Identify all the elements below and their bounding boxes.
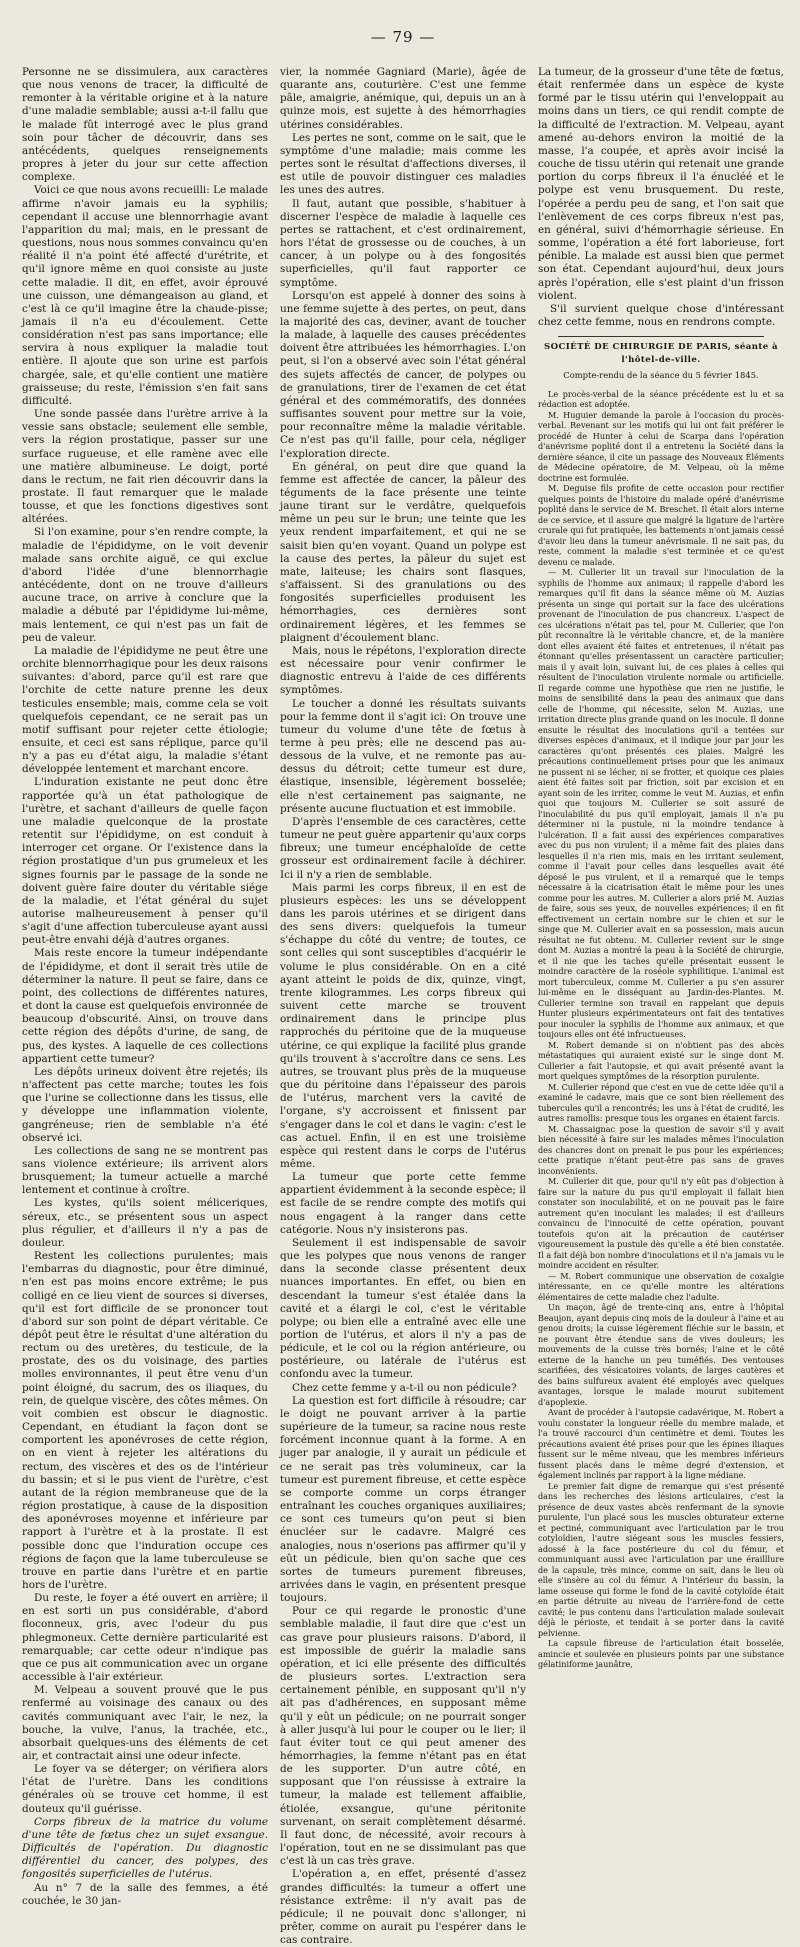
paragraph: M. Cullerier dit que, pour qu'il n'y eût pas d'objection à faire sur la nature du pus qu'il employait il fallait bien constater son inoculabilité, et on ne pouvait pas le faire autrement qu'en inoculant les malades; il est d'ailleurs convaincu de l'innocuité de cette opération, pouvant toutefois qu'on ait la précaution de cautériser vigoureusement la pustule dès qu'elle a été bien constatée. Il a fait déjà bon nombre d'inoculations et il n'a jamais vu le moindre accident en résulter. <box>538 1176 784 1271</box>
text-columns <box>22 66 784 1947</box>
paragraph: Le procès-verbal de la séance précédente est lu et sa rédaction est adoptée. <box>538 388 784 410</box>
column-middle <box>280 66 526 1947</box>
column-right <box>538 66 784 1947</box>
section-divider <box>558 336 764 337</box>
society-report <box>538 389 784 1670</box>
paragraph: Le toucher a donné les résultats suivants pour la femme dont il s'agit ici: On trouve une tumeur du volume d'une tête de fœtus à terme à peu près; elle ne descend pas au-dessous de la vulve, et ne remonte pas au-dessus du détroit; cette tumeur est dure, élastique, insensible, légèrement bosselée; elle n'est certainement pas saignante, ne présente aucune fluctuation et est immobile. <box>280 697 526 815</box>
paragraph: M. Cullerier répond que c'est en vue de cette idée qu'il a examiné le cadavre, mais que ce sont bien réellement des tubercules qu'il a rencontrés; les uns à l'état de crudité, les autres ramollis: presque tous les organes en étaient farcis. <box>538 1081 784 1124</box>
paragraph: Restent les collections purulentes; mais l'embarras du diagnostic, pour être diminué, n'en est pas moins encore extrême; le pus colligé en ce lieu vient de sources si diverses, qu'il est fort difficile de se prononcer tout d'abord sur son point de départ véritable. Ce dépôt peut être le résultat d'une altération du rectum ou des uretères, du testicule, de la prostate, des os du voisinage, des parties molles environnantes, il peut être venu d'un point éloigné, du sacrum, des os iliaques, du rein, de quelque viscère, des côtes mêmes. On voit combien est obscur le diagnostic. Cependant, en étudiant la façon dont se comportent les aponévroses de cette région, on en vient à rejeter les altérations du rectum, des viscères et des os de l'intérieur du bassin; et si le pus vient de l'urètre, c'est autant de la région membraneuse que de la région prostatique, à cause de la disposition des aponévroses moyenne et inférieure par rapport à l'urètre et à la prostate. Il est possible donc que l'induration occupe ces régions de façon que la lame tuberculeuse se trouve en partie dans l'urètre et en partie hors de l'urètre. <box>22 1250 268 1591</box>
paragraph: M. Deguise fils profite de cette occasion pour rectifier quelques points de l'histoire du malade opéré d'anévrisme poplité dans le service de M. Breschet. Il était alors interne de ce service, et il assure que malgré la ligature de l'artère crurale qui fut pratiquée, les battements n'ont jamais cessé d'avoir lieu dans la tumeur anévrismale. Il ne sait pas, du reste, comment la maladie s'est terminée et ce qu'est devenu ce malade. <box>538 483 784 567</box>
paragraph: La capsule fibreuse de l'articulation était bosselée, amincie et soulevée en plusieurs points par une substance gélatiniforme jaunâtre, <box>538 1638 784 1670</box>
paragraph: Avant de procéder à l'autopsie cadavérique, M. Robert a voulu constater la longueur réelle du membre malade, et l'a trouvé raccourci d'un centimètre et demi. Toutes les précautions avaient été prises pour que les épines iliaques fussent sur le même niveau, que les membres inférieurs fussent placés dans le même degré d'extension, et également inclinés par rapport à la ligne médiane. <box>538 1407 784 1481</box>
paragraph: D'après l'ensemble de ces caractères, cette tumeur ne peut guère appartenir qu'aux corps fibreux; une tumeur encéphaloïde de cette grosseur est ordinairement facile à déchirer. Ici il n'y a rien de semblable. <box>280 815 526 881</box>
paragraph: La tumeur que porte cette femme appartient évidemment à la seconde espèce; il est facile de se rendre compte des motifs qui nous engagent à la ranger dans cette catégorie. Nous n'y insisterons pas. <box>280 1171 526 1236</box>
paragraph: M. Chassaignac pose la question de savoir s'il y avait bien nécessité à faire sur les malades mêmes l'inoculation des chancres dont on prenait le pus pour les expériences; cette pratique n'étant peut-être pas sans de graves inconvénients. <box>538 1123 784 1176</box>
paragraph: Mais reste encore la tumeur indépendante de l'épididyme, et dont il serait très utile de déterminer la nature. Il peut se faire, dans ce point, des collections de différentes natures, et dont la cause est quelquefois environnée de beaucoup d'obscurité. Ainsi, on trouve dans cette région des dépôts d'urine, de sang, de pus, des kystes. A laquelle de ces collections appartient cette tumeur? <box>22 947 268 1065</box>
paragraph: S'il survient quelque chose d'intéressant chez cette femme, nous en rendrons compte. <box>538 302 784 328</box>
paragraph: L'induration existante ne peut donc être rapportée qu'à un état pathologique de l'urètre, et sachant d'ailleurs de quelle façon une maladie quelconque de la prostate retentit sur l'épididyme, on est conduit à interroger cet organe. Or l'existence dans la région prostatique d'un pus grumeleux et les signes fournis par le passage de la sonde ne doivent guère faire douter du véritable siége de la maladie, et l'état général du sujet autorise malheureusement à penser qu'il s'agit d'une affection tuberculeuse ayant aussi peut-être envahi déjà d'autres organes. <box>22 776 268 947</box>
column-right-intro <box>538 66 784 329</box>
section-title: SOCIÉTÉ DE CHIRURGIE DE PARIS, séante à l'hôtel-de-ville. <box>544 342 778 366</box>
paragraph: M. Huguier demande la parole à l'occasion du procès-verbal. Revenant sur les motifs qui lui ont fait préférer le procédé de Hunter à celui de Scarpa dans l'opération d'anévrisme poplité dont il a entretenu la Société dans la dernière séance, il cite un passage des Nouveaux Éléments de Médecine opératoire, de M. Velpeau, où la même doctrine est formulée. <box>538 409 784 483</box>
paragraph: La question est fort difficile à résoudre; car le doigt ne pouvant arriver à la partie supérieure de la tumeur, sa racine nous reste forcément inconnue quant à la forme. A en juger par analogie, il y aurait un pédicule et ce ne serait pas très volumineux, car la tumeur est purement fibreuse, et cette espèce se comporte comme un corps étranger entraînant les couches organiques auxiliaires; ce sont ces tumeurs qu'on peut si bien énucléer sur le cadavre. Malgré ces analogies, nous n'oserions pas affirmer qu'il y eût un pédicule, bien qu'on sache que ces sortes de tumeurs purement fibreuses, arrivées dans le vagin, en présentent presque toujours. <box>280 1394 526 1605</box>
page-number: — 79 — <box>370 28 436 46</box>
paragraph: Seulement il est indispensable de savoir que les polypes que nous venons de ranger dans la seconde classe présentent deux nuances importantes. En effet, ou bien en descendant la tumeur s'est étalée dans la cavité et a élargi le col, c'est le véritable polype; ou bien elle a entraîné avec elle une portion de l'utérus, et alors il n'y a pas de pédicule, et le col ou la région antérieure, ou postérieure, ou latérale de l'utérus est confondu avec la tumeur. <box>280 1236 526 1381</box>
paragraph: La maladie de l'épididyme ne peut être une orchite blennorrhagique pour les deux raisons suivantes: d'abord, parce qu'il est rare que l'orchite de cette nature prenne les deux testicules ensemble; mais, comme cela se voit quelquefois cependant, ce ne serait pas un motif suffisant pour rejeter cette étiologie; ensuite, et ceci est sans réplique, parce qu'il n'y a pas eu d'état aigu, la maladie s'étant développée lentement et marchant encore. <box>22 644 268 776</box>
paragraph: Le premier fait digne de remarque qui s'est présenté dans les recherches des lésions articulaires, c'est la présence de deux vastes abcès renfermant de la synovie purulente, l'un placé sous les muscles obturateur externe et pectiné, communiquant avec l'articulation par le trou cotyloïdien, l'autre siégeant sous les muscles fessiers, adossé à la face postérieure du col du fémur, et communiquant aussi avec l'articulation par une érailllure de la capsule, très mince, comme on sait, dans le lieu où elle s'insère au col du fémur. A l'intérieur du bassin, la lame osseuse qui forme le fond de la cavité cotyloïde était en partie détruite au niveau de l'arrière-fond de cette cavité; le pus contenu dans l'articulation malade soulevait déjà le périoste, et tendait à se porter dans la cavité pelvienne. <box>538 1480 784 1638</box>
paragraph: — M. Cullerier lit un travail sur l'inoculation de la syphilis de l'homme aux animaux; il rappelle d'abord les remarques qu'il fit dans la séance même où M. Auzias présenta un singe qui portait sur la face des ulcérations provenant de l'inoculation de pus chancreux. L'aspect de ces ulcérations n'était pas tel, pour M. Cullerier, que l'on pût reconnaître là le véritable chancre, et, de la manière dont elles avaient été faites et entretenues, il n'était pas étonnant qu'elles présentassent un caractère particulier; mais il y avait loin, suivant lui, de ces plaies à celles qui résultent de l'inoculation virulente normale ou artificielle. Il regarde comme une hypothèse que rien ne justifie, le moins de sensibilité dans la peau des animaux que dans celle de l'homme, qui nécessite, selon M. Auzias, une irritation directe plus grande quand on les inocule. Il donne ensuite le résultat des inoculations qu'il a tentées sur diverses espèces d'animaux, et il indique jour par jour les caractères qu'ont présentés ces plaies. Malgré les précautions continuellement prises pour que les animaux ne pussent ni se lécher, ni se frotter, et quoique ces plaies aient été faites soit par friction, soit par excision et en ayant soin de les irriter, comme le veut M. Auzias, et enfin quoi que toujours M. Cullerier se soit assuré de l'inoculabilité du pus qu'il employait, jamais il n'a pu déterminer ni la pustule, ni la moindre tendance à l'ulcération. Il a fait aussi des expériences comparatives avec du pus non virulent; il a même fait des plaies dans lesquelles il n'a rien mis, mais en les irritant seulement, comme il l'avait pour celles dans lesquelles avait été déposé le pus virulent, et il a remarqué que le temps nécessaire à la cicatrisation était le même pour les unes comme pour les autres. M. Cullerier a alors prié M. Auzias de faire, sous ses yeux, de nouvelles expériences; il en fit effectivement un certain nombre sur le chien et sur le singe que M. Cullerier avait en sa possession, mais aucun résultat ne fut obtenu. M. Cullerier revient sur le singe dont M. Auzias a montré la peau à la Société de chirurgie, et il nie que les taches qu'elle présentait eussent le moindre caractère de la roséole syphilitique. L'animal est mort tuberculeux, comme M. Cullerier a pu s'en assurer lui-même en le disséquant au Jardin-des-Plantes. M. Cullerier termine son travail en rappelant que depuis Hunter plusieurs expérimentateurs ont fait des tentatives pour inoculer la syphilis de l'homme aux animaux, et que toujours elles ont été infructueuses. <box>538 567 784 1040</box>
paragraph: Au n° 7 de la salle des femmes, a été couchée, le 30 jan- <box>22 1881 268 1907</box>
paragraph: L'opération a, en effet, présenté d'assez grandes difficultés: la tumeur a offert une résistance extrême: il n'y avait pas de pédicule; il ne pouvait donc s'allonger, ni prêter, comme on aurait pu l'espérer dans le cas contraire. <box>280 1868 526 1947</box>
paragraph: Mais parmi les corps fibreux, il en est de plusieurs espèces: les uns se développent dans les parois utérines et se dirigent dans des sens divers: quelquefois la tumeur s'échappe du côté du ventre; de toutes, ce sont celles qui sont susceptibles d'acquérir le volume le plus considérable. On en a cité ayant atteint le poids de dix, quinze, vingt, trente kilogrammes. Les corps fibreux qui suivent cette marche se trouvent ordinairement dans le principe plus rapprochés du péritoine que de la muqueuse utérine, ce qui explique la facilité plus grande qu'ils trouvent à s'accroître dans ce sens. Les autres, se trouvant plus près de la muqueuse que du péritoine dans l'épaisseur des parois de l'utérus, marchent vers la cavité de l'organe, s'y accroissent et finissent par s'engager dans le col et dans le vagin: c'est le cas actuel. Enfin, il en est une troisième espèce qui restent dans le corps de l'utérus même. <box>280 881 526 1170</box>
paragraph: Du reste, le foyer a été ouvert en arrière; il en est sorti un pus considérable, d'abord floconneux, gris, avec l'odeur du pus phlegmoneux. Cette dernière particularité est remarquable; car cette odeur n'indique pas que ce pus ait communication avec un organe accessible à l'air extérieur. <box>22 1592 268 1684</box>
paragraph: Les dépôts urineux doivent être rejetés; ils n'affectent pas cette marche; toutes les fois que l'urine se collectionne dans les tissus, elle y développe une inflammation violente, gangréneuse; rien de semblable n'a été observé ici. <box>22 1065 268 1144</box>
paragraph: Si l'on examine, pour s'en rendre compte, la maladie de l'épididyme, on le voit devenir malade sans orchite aiguë, ce qui exclue d'abord l'idée d'une blennorrhagie antécédente, dont on ne trouve d'ailleurs aucune trace, on arrive à conclure que la maladie a débuté par l'épididyme lui-même, mais lentement, ce qui n'est pas un fait de peu de valeur. <box>22 526 268 644</box>
paragraph: — M. Robert communique une observation de coxalgie intéressante, en ce qu'elle montre les altérations élémentaires de cette maladie chez l'adulte. <box>538 1270 784 1302</box>
paragraph: Un maçon, âgé de trente-cinq ans, entre à l'hôpital Beaujon, ayant depuis cinq mois de la douleur à l'aine et au genou droits; la cuisse légèrement fléchie sur le bassin, et ne pouvant être étendue sans de vives douleurs; les mouvements de la cuisse très bornés; l'aine et le côté externe de la hanche un peu tuméfiés. Des ventouses scarifiées, des vésicatoires volants, de larges cautères et des bains sulfureux avaient été employés avec quelques avantages, lorsque le malade mourut subitement d'apoplexie. <box>538 1302 784 1407</box>
section-subtitle: Compte-rendu de la séance du 5 février 1845. <box>563 370 759 381</box>
paragraph: Chez cette femme y a-t-il ou non pédicule? <box>292 1381 517 1394</box>
paragraph: Lorsqu'on est appelé à donner des soins à une femme sujette à des pertes, on peut, dans la majorité des cas, deviner, avant de toucher la malade, à laquelle des causes précédentes doivent être attribuées les hémorrhagies. L'on peut, si l'on a observé avec soin l'état général des sujets affectés de cancer, de polypes ou de granulations, tirer de l'examen de cet état général et des commémoratifs, des données suffisantes souvent pour mettre sur la voie, pour reconnaître même la maladie véritable. Ce n'est pas qu'il faille, pour cela, négliger l'exploration directe. <box>280 289 526 460</box>
paragraph: Une sonde passée dans l'urètre arrive à la vessie sans obstacle; seulement elle semble, vers la région prostatique, passer sur une surface rugueuse, et elle ramène avec elle une matière albumineuse. Le doigt, porté dans le rectum, ne fait rien découvrir dans la prostate. Il faut remarquer que le malade tousse, et que les fonctions digestives sont altérées. <box>22 408 268 526</box>
paragraph: Il faut, autant que possible, s'habituer à discerner l'espèce de maladie à laquelle ces pertes se rattachent, et c'est ordinairement, hors l'état de grossesse ou de couches, à un cancer, à un polype ou à des fongosités superficielles, qu'il faut rapporter ce symptôme. <box>280 197 526 289</box>
paragraph: La tumeur, de la grosseur d'une tête de fœtus, était renfermée dans un espèce de kyste formé par le tissu utérin qui l'enveloppait au moins dans un tiers, ce qui rendit compte de la difficulté de l'extraction. M. Velpeau, ayant amené au-dehors environ la moitié de la masse, l'a coupée, et après avoir incisé la couche de tissu utérin qui retenait une grande portion du corps fibreux il l'a énucléé et le polype est venu brusquement. Du reste, l'opérée a perdu peu de sang, et l'on sait que l'enlèvement de ces corps fibreux n'est pas, en général, suivi d'hémorrhagie sérieuse. En somme, l'opération a été fort laborieuse, fort pénible. La malade est aussi bien que permet son état. Cependant aujourd'hui, deux jours après l'opération, elle s'est plaint d'un frisson violent. <box>538 66 784 302</box>
paragraph: Le foyer va se déterger; on vérifiera alors l'état de l'urètre. Dans les conditions générales où se trouve cet homme, il est douteux qu'il guérisse. <box>22 1763 268 1815</box>
paragraph: Les collections de sang ne se montrent pas sans violence extérieure; ils arrivent alors brusquement; la tumeur actuelle a marché lentement et continue à croître. <box>22 1144 268 1197</box>
column-left <box>22 66 268 1947</box>
paragraph: Pour ce qui regarde le pronostic d'une semblable maladie, il faut dire que c'est un cas grave pour plusieurs raisons. D'abord, il est impossible de guérir la maladie sans opération, et ici elle présente des difficultés de plusieurs sortes. L'extraction sera certainement pénible, en supposant qu'il n'y ait pas d'adhérences, en supposant même qu'il y eût un pédicule; on ne pourrait songer à aller jusqu'à lui pour le couper ou le lier; il faut éviter tout ce qui peut amener des hémorrhagies, la femme n'étant pas en état de les supporter. D'un autre côté, en supposant que l'on réussisse à extraire la tumeur, la malade est tellement affaiblie, étiolée, exsangue, qu'une péritonite survenant, on serait complètement désarmé. Il faut donc, de nécessité, avoir recours à l'opération, tout en ne se dissimulant pas que c'est là un cas très grave. <box>280 1605 526 1868</box>
case-heading: Corps fibreux de la matrice du volume d'une tête de fœtus chez un sujet exsangue. Difficultés de l'opération. Du diagnostic différentiel du cancer, des polypes, des fongosités superficielles de l'utérus. <box>22 1815 268 1881</box>
paragraph: Les pertes ne sont, comme on le sait, que le symptôme d'une maladie; mais comme les pertes sont le résultat d'affections diverses, il est utile de pouvoir distinguer ces maladies les unes des autres. <box>280 131 526 197</box>
paragraph: Mais, nous le répétons, l'exploration directe est nécessaire pour venir confirmer le diagnostic entrevu à l'aide de ces différents symptômes. <box>280 644 526 697</box>
paragraph: Voici ce que nous avons recueilli: Le malade affirme n'avoir jamais eu la syphilis; cependant il accuse une blennorrhagie avant l'apparition du mal; mais, en le pressant de questions, nous nous sommes convaincu qu'en réalité il n'a point été affecté d'urétrite, et qu'il ignore même en quoi consiste au juste cette maladie. Il dit, en effet, avoir éprouvé une cuisson, une démangeaison au gland, et c'est là ce qu'il imagine être la chaude-pisse; jamais il n'a eu d'écoulement. Cette considération n'est pas sans importance; elle servira à nous expliquer la maladie tout entière. Il ajoute que son urine est parfois chargée, sale, et qu'elle contient une matière graisseuse; du reste, l'émission s'en fait sans difficulté. <box>22 184 268 407</box>
paragraph: En général, on peut dire que quand la femme est affectée de cancer, la pâleur des téguments de la face présente une teinte jaune tirant sur le verdâtre, quelquefois même un peu sur le brun; une teinte que les yeux rendent imparfaitement, et qui ne se saisit bien qu'en voyant. Quand un polype est la cause des pertes, la pâleur du sujet est mate, laiteuse; les chairs sont flasques, s'affaissent. Si des granulations ou des fongosités superficielles produisent les hémorrhagies, ces dernières sont ordinairement légères, et les femmes se plaignent d'écoulement blanc. <box>280 460 526 644</box>
paragraph: vier, la nommée Gagniard (Marie), âgée de quarante ans, couturière. C'est une femme pâle, amaigrie, anémique, qui, depuis un an à quinze mois, est sujette à des hémorrhagies utérines considérables. <box>280 66 526 131</box>
paragraph: M. Velpeau a souvent prouvé que le pus renfermé au voisinage des canaux ou des cavités communiquant avec l'air, le nez, la bouche, la vulve, l'anus, la trachée, etc., absorbait quelques-uns des éléments de cet air, et contractait ainsi une odeur infecte. <box>22 1684 268 1762</box>
paragraph: M. Robert demande si on n'obtient pas des abcès métastatiques qui auraient existé sur le singe dont M. Cullerier a fait l'autopsie, et qui avait présenté avant la mort quelques symptômes de la résorption purulente. <box>538 1039 784 1082</box>
paragraph: Personne ne se dissimulera, aux caractères que nous venons de tracer, la difficulté de remonter à la véritable origine et à la nature d'une maladie semblable; aussi a-t-il fallu que le malade fût interrogé avec le plus grand soin pour tâcher de découvrir, dans ses antécédents, quelques renseignements propres à jeter du jour sur cette affection complexe. <box>22 66 268 184</box>
paragraph: Les kystes, qu'ils soient méliceriques, séreux, etc., se présentent sous un aspect plus régulier, et d'ailleurs il n'y a pas de douleur. <box>22 1197 268 1249</box>
